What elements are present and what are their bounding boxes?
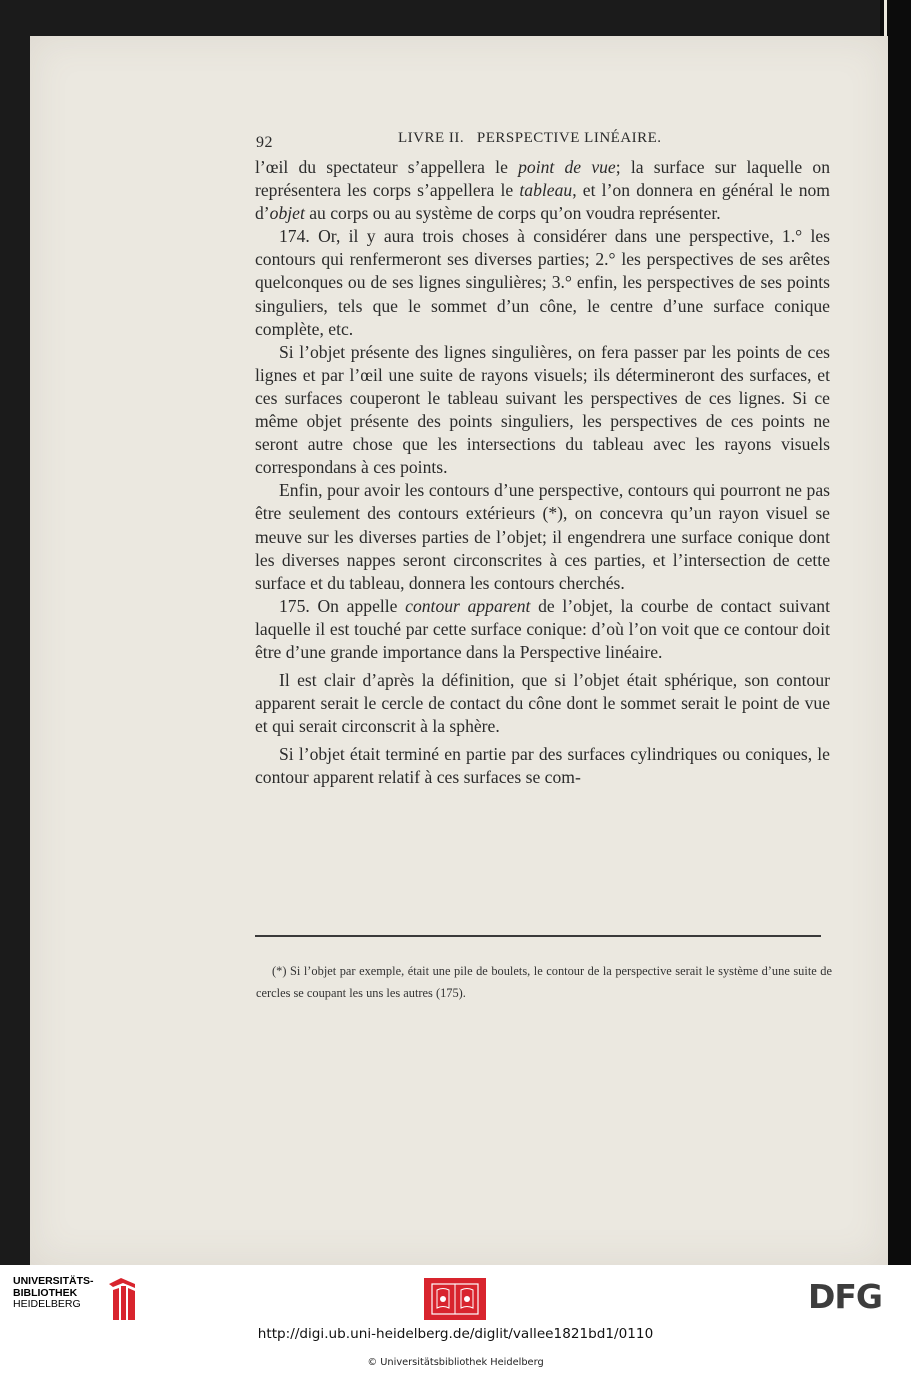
copyright-notice: © Universitätsbibliothek Heidelberg [367,1357,544,1368]
university-library-logo[interactable] [13,1276,131,1324]
running-head-title: LIVRE II. PERSPECTIVE LINÉAIRE. [398,130,662,146]
body-paragraphs [255,156,830,790]
paragraph [255,743,830,789]
text-run: Enfin, pour avoir les contours d’une perspective, contours qui pourront ne pas être seulement des contours extérieurs (*), on concevra qu’un rayon visuel se meuve sur les diverses parties de l’objet; il engendrera une surface conique dont les diverses nappes seront circonscrites à ces parties, et l’intersection de cette surface et du tableau, donnera les contours cherchés. [255,480,830,593]
dfg-logo[interactable]: DFG [808,1277,883,1316]
text-run: au corps ou au système de corps qu’on voudra représenter. [304,203,721,224]
text-run: de l’objet, la courbe de contact suivant laquelle il est touché par cette surface conique: d’où l’on voit que ce contour doit être d’une grande importance dans la Perspective linéaire. [255,595,830,662]
paragraph [255,669,830,738]
page-body [255,130,830,790]
footnote-rule [255,935,821,937]
paragraph [255,156,830,225]
page-number: 92 [256,134,273,151]
italic-term: objet [269,203,305,224]
permalink-url[interactable]: http://digi.ub.uni-heidelberg.de/diglit/vallee1821bd1/0110 [257,1326,654,1342]
text-run: ; la surface sur laquelle on représentera les corps s’appellera le [255,157,831,201]
text-run: Si l’objet était terminé en partie par des surfaces cylindriques ou coniques, le contour apparent relatif à ces surfaces se com- [255,744,830,788]
paragraph [255,595,830,664]
italic-term: contour apparent [405,595,531,616]
running-head [255,130,830,156]
italic-term: point de vue [518,157,616,177]
footnote: (*) Si l’objet par exemple, était une pile de boulets, le contour de la perspective serait le système d’une suite de cercles se coupant les uns les autres (175). [256,964,832,1000]
manuscript-emblem-icon [424,1278,486,1320]
text-run: Il est clair d’après la définition, que si l’objet était sphérique, son contour apparent serait le cercle de contact du cône dont le sommet serait le point de vue et qui serait circonscrit à la sphère. [255,670,830,737]
italic-term: tableau [519,180,573,201]
paragraph [255,479,830,594]
text-run: l’œil du spectateur s’appellera le [255,157,519,177]
text-run: Si l’objet présente des lignes singulières, on fera passer par les points de ces lignes et par l’œil une suite de rayons visuels; ils détermineront des surfaces, et ces surfaces couperont le tableau suivant les perspectives de ces lignes. Si ce même objet présente des points singuliers, les perspectives de ces points ne seront autre chose que les intersections du tableau avec les rayons visuels correspondans à ces points. [255,341,830,478]
logo-line-3: HEIDELBERG [13,1298,81,1310]
text-run: 174. Or, il y aura trois choses à considérer dans une perspective, 1.° les contours qui renfermeront ses diverses parties; 2.° les perspectives de ses arêtes quelconques ou de ses lignes singulières; 3.° enfin, les perspectives de ses points singuliers, tels que le sommet d’un cône, le centre d’une surface conique complète, etc. [255,226,830,339]
logo-line-1: UNIVERSITÄTS- [13,1275,94,1287]
paragraph [255,225,830,340]
text-run: 175. On appelle [279,595,406,616]
digital-collection-badge[interactable] [424,1278,486,1320]
library-emblem-icon [105,1276,139,1324]
logo-line-2: BIBLIOTHEK [13,1286,78,1299]
paragraph [255,341,830,480]
text-run: , et l’on donnera en général le nom d’ [255,180,830,224]
